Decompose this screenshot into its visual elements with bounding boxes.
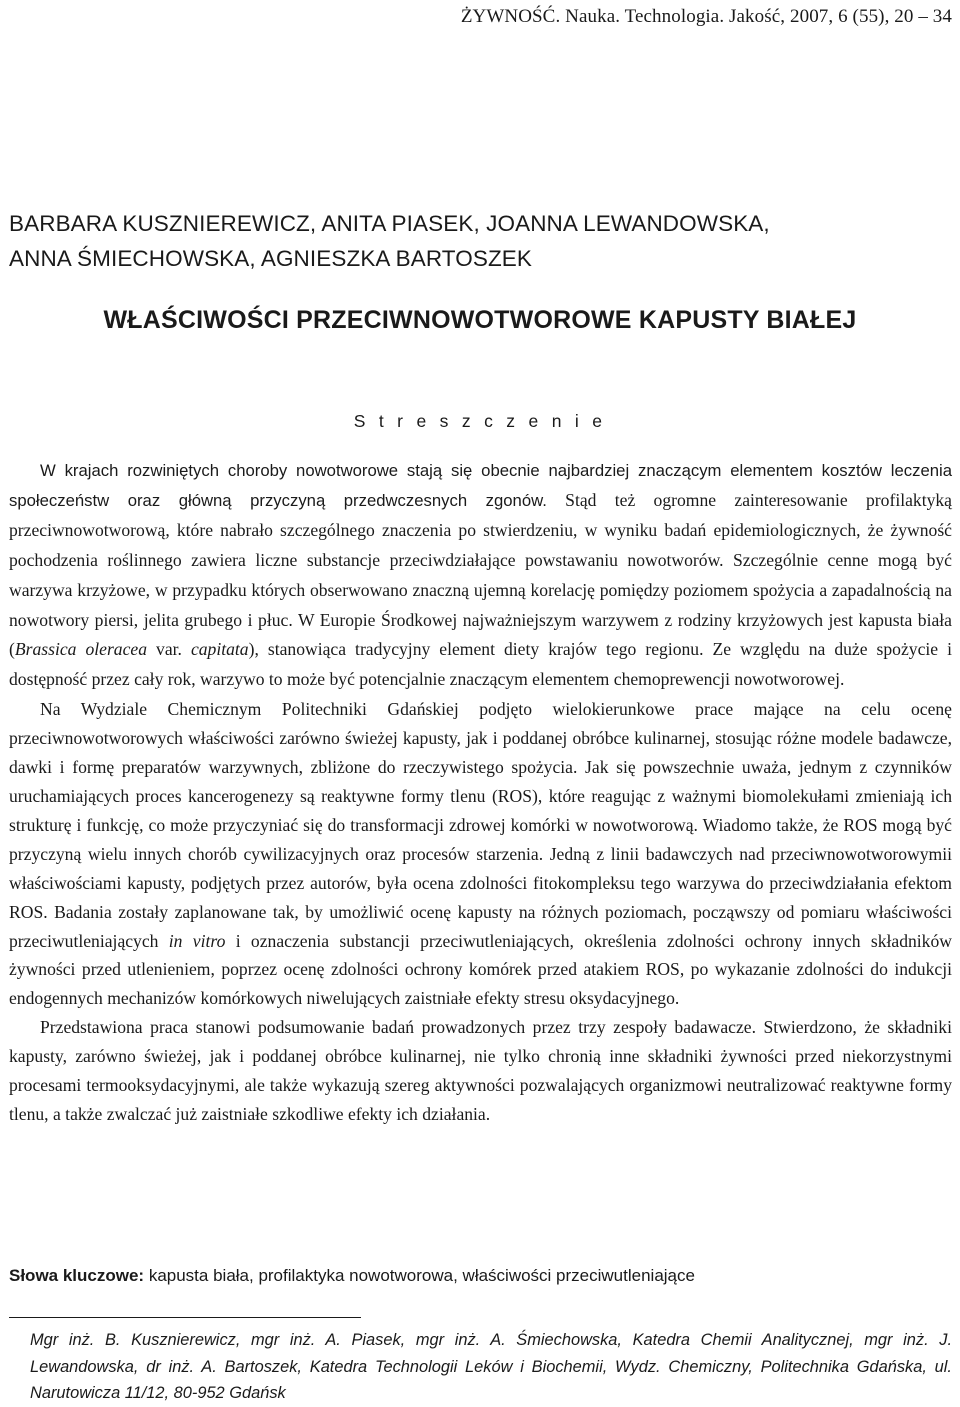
author-affiliation: Mgr inż. B. Kusznierewicz, mgr inż. A. Piasek, mgr inż. A. Śmiechowska, Katedra Chemii Analitycznej, mgr inż. J. Lewandowska, dr inż. A. Bartoszek, Katedra Technologii Leków i Biochemii, Wydz. Chemiczny, Politechnika Gdańska, ul. Narutowicza 11/12, 80-952 Gdańsk — [30, 1331, 952, 1402]
abstract-p1-sans: W krajach rozwiniętych choroby nowotworowe stają się obecnie najbardziej znaczącym elementem kosztów leczenia społeczeństw oraz główną przyczyną przedwczesnych zgonów. — [9, 461, 952, 510]
abstract-paragraph-2 — [9, 695, 952, 1013]
abstract-paragraph-1 — [9, 457, 952, 695]
keywords-label: Słowa kluczowe: — [9, 1266, 145, 1285]
abstract-p1-rest-a: Stąd też ogromne zainteresowanie profilaktyką przeciwnowotworową, które nabrało szczególnego znaczenia po stwierdzeniu, w wyniku badań epidemiologicznych, że żywność pochodzenia roślinnego zawiera liczne substancje przeciwdziałające powstawaniu nowotworów. Szczególnie cenne mogą być warzywa krzyżowe, w przypadku których obserwowano znaczną ujemną korelację pomiędzy poziomem spożycia a zapadalnością na nowotwory piersi, jelita grubego i płuc. W Europie Środkowej najważniejszym warzywem z rodziny krzyżowych jest kapusta biała ( — [9, 489, 952, 660]
abstract-p2-a: Na Wydziale Chemicznym Politechniki Gdańskiej podjęto wielokierunkowe prace mające na celu ocenę przeciwnowotworowych właściwości zarówno świeżej kapusty, jak i poddanej obróbce kulinarnej, stosując różne modele badawcze, dawki i formę preparatów warzywnych, zbliżone do rzeczywistego spożycia. Jak się powszechnie uważa, jednym z czynników uruchamiających proces kancerogenezy są reaktywne formy tlenu (ROS), które reagując z ważnymi biomolekułami zmieniają ich strukturę i funkcję, co może przyczyniać się do transformacji zdrowej komórki w nowotworową. Wiadomo także, że ROS mogą być przyczyną wielu innych chorób cywilizacyjnych oraz procesów starzenia. Jedną z linii badawczych nad przeciwnowotworowymii właściwościami kapusty, podjętych przez autorów, była ocena zdolności fitokompleksu tego warzywa do przeciwdziałania efektom ROS. Badania zostały zaplanowane tak, by umożliwić ocenę kapusty na różnych poziomach, począwszy od pomiaru właściwości przeciwutleniających — [9, 699, 952, 951]
footnote-divider — [9, 1317, 361, 1318]
author-list — [9, 206, 949, 276]
abstract-p1-rest-b: ), stanowiąca tradycyjny element diety krajów tego regionu. Ze względu na duże spożycie i dostępność przez cały rok, warzywo to może być potencjalnie znaczącym elementem chemoprewencji nowotworowej. — [9, 639, 952, 690]
journal-header: ŻYWNOŚĆ. Nauka. Technologia. Jakość, 2007, 6 (55), 20 – 34 — [460, 6, 952, 27]
abstract-heading: S t r e s z c z e n i e — [353, 411, 607, 431]
species-name: Brassica oleracea — [14, 639, 148, 660]
abstract-p1-var: var. — [147, 639, 191, 660]
variety-name: capitata — [190, 639, 249, 660]
in-vitro-term: in vitro — [168, 930, 226, 951]
author-line-2: ANNA ŚMIECHOWSKA, AGNIESZKA BARTOSZEK — [9, 246, 533, 271]
keywords — [9, 1266, 952, 1286]
author-line-1: BARBARA KUSZNIEREWICZ, ANITA PIASEK, JOANNA LEWANDOWSKA, — [9, 211, 770, 236]
abstract-p2-b: i oznaczenia substancji przeciwutleniających, określenia zdolności ochrony innych składników żywności przed utlenieniem, poprzez ocenę zdolności ochrony komórek przed atakiem ROS, po wykazanie zdolności do indukcji endogennych mechanizów komórkowych niwelujących zaistniałe efekty stresu oksydacyjnego. — [9, 930, 952, 1009]
abstract-paragraph-3: Przedstawiona praca stanowi podsumowanie badań prowadzonych przez trzy zespoły badawacze. Stwierdzono, że składniki kapusty, zarówno świeżej, jak i poddanej obróbce kulinarnej, nie tylko chronią inne składniki żywności przed niekorzystnymi procesami termooksydacyjnymi, ale także wykazują szereg aktywności pozwalających organizmowi neutralizować reaktywne formy tlenu, a także zwalczać już zaistniałe szkodliwe efekty ich działania. — [9, 1017, 952, 1124]
abstract-body — [9, 457, 952, 1129]
keywords-text: kapusta biała, profilaktyka nowotworowa, właściwości przeciwutleniające — [144, 1266, 695, 1285]
article-title: WŁAŚCIWOŚCI PRZECIWNOWOTWOROWE KAPUSTY BIAŁEJ — [103, 306, 857, 334]
